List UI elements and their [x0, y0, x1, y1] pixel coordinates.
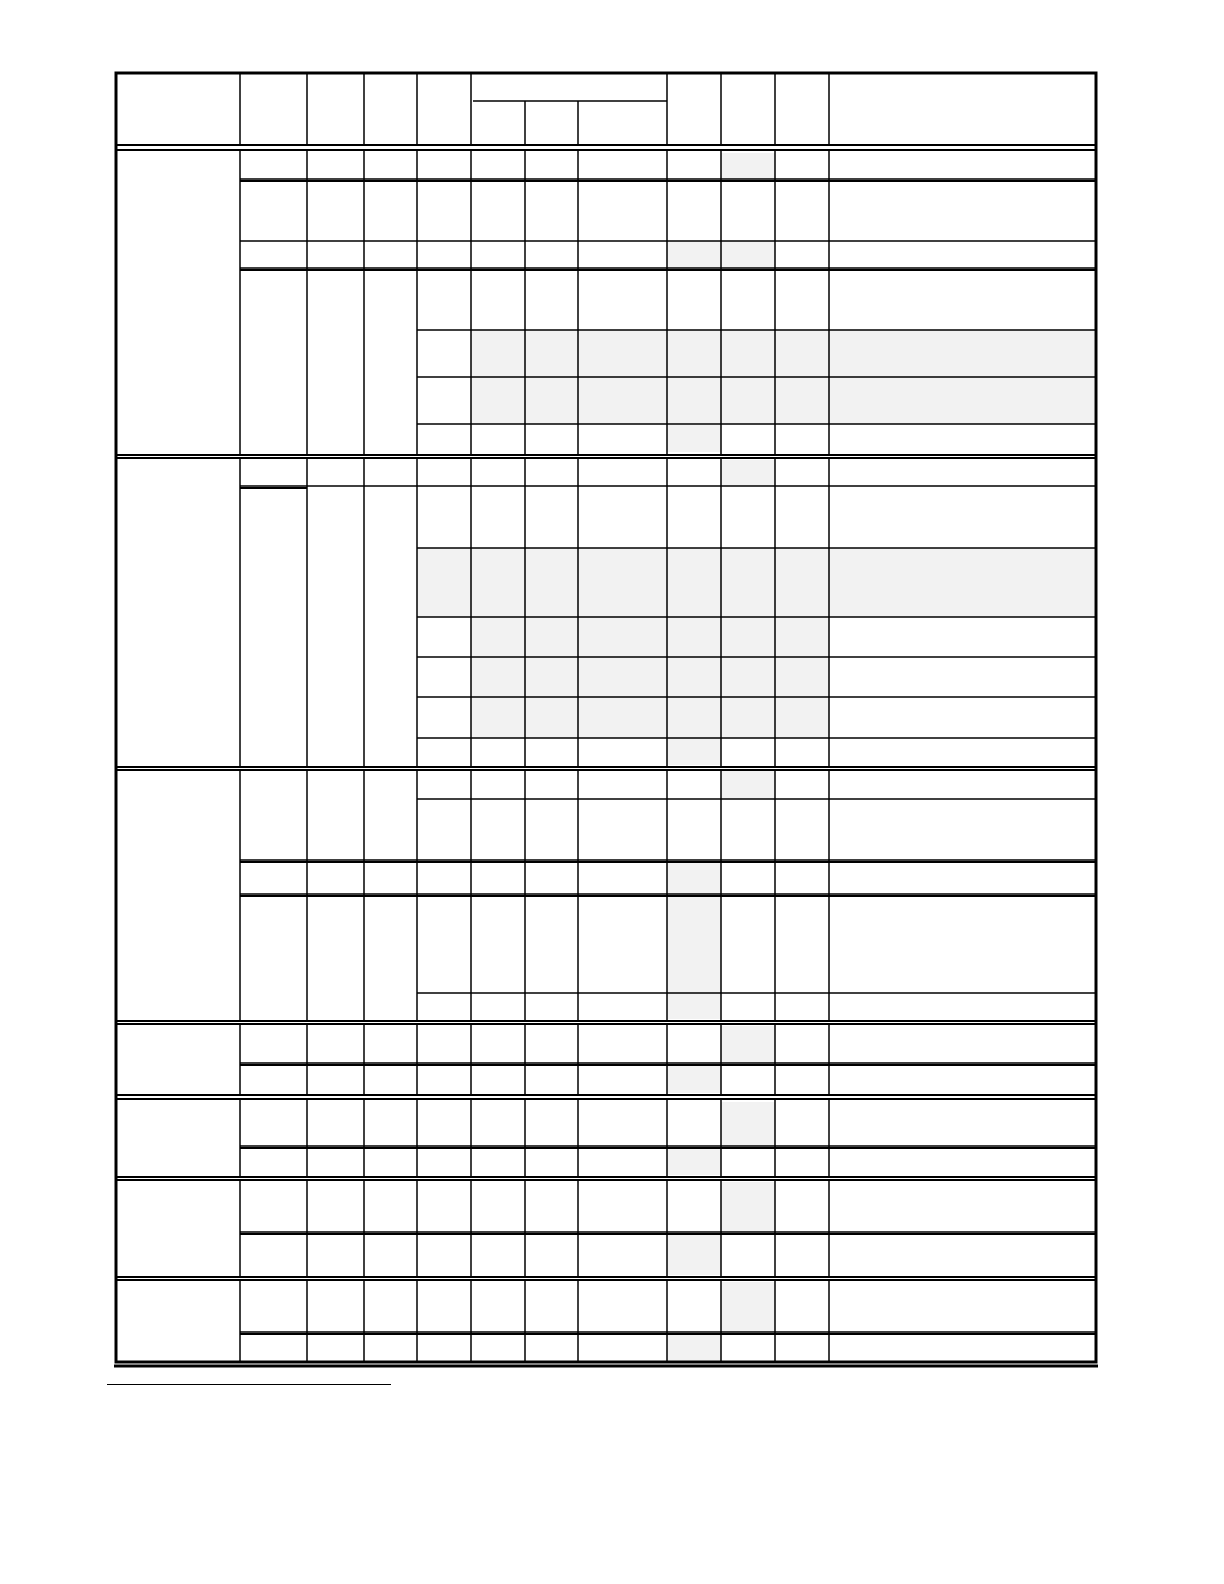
shaded-cell — [667, 1065, 721, 1093]
shaded-cell — [667, 425, 721, 452]
shaded-cell — [721, 1102, 775, 1146]
shaded-cell — [721, 241, 775, 268]
shaded-cell — [667, 1334, 721, 1361]
footnote-rule — [107, 1384, 391, 1385]
shaded-cell — [417, 548, 471, 617]
row-separators — [116, 145, 1096, 1334]
shaded-cell — [667, 1148, 721, 1175]
shaded-cell — [721, 771, 775, 799]
shaded-cell — [667, 894, 721, 993]
shaded-cell — [667, 241, 721, 268]
shaded-cell — [667, 738, 721, 765]
shaded-cell — [471, 377, 1094, 424]
shaded-cell — [721, 1282, 775, 1332]
shaded-cell — [471, 548, 1094, 617]
shaded-cell — [721, 1026, 775, 1063]
shaded-cell — [721, 460, 775, 486]
shaded-cell — [471, 330, 1094, 377]
shaded-cell — [721, 153, 775, 179]
shaded-cell — [667, 1234, 721, 1275]
shaded-cell — [667, 860, 721, 894]
shaded-cell — [721, 1182, 775, 1232]
shaded-cell — [667, 993, 721, 1019]
